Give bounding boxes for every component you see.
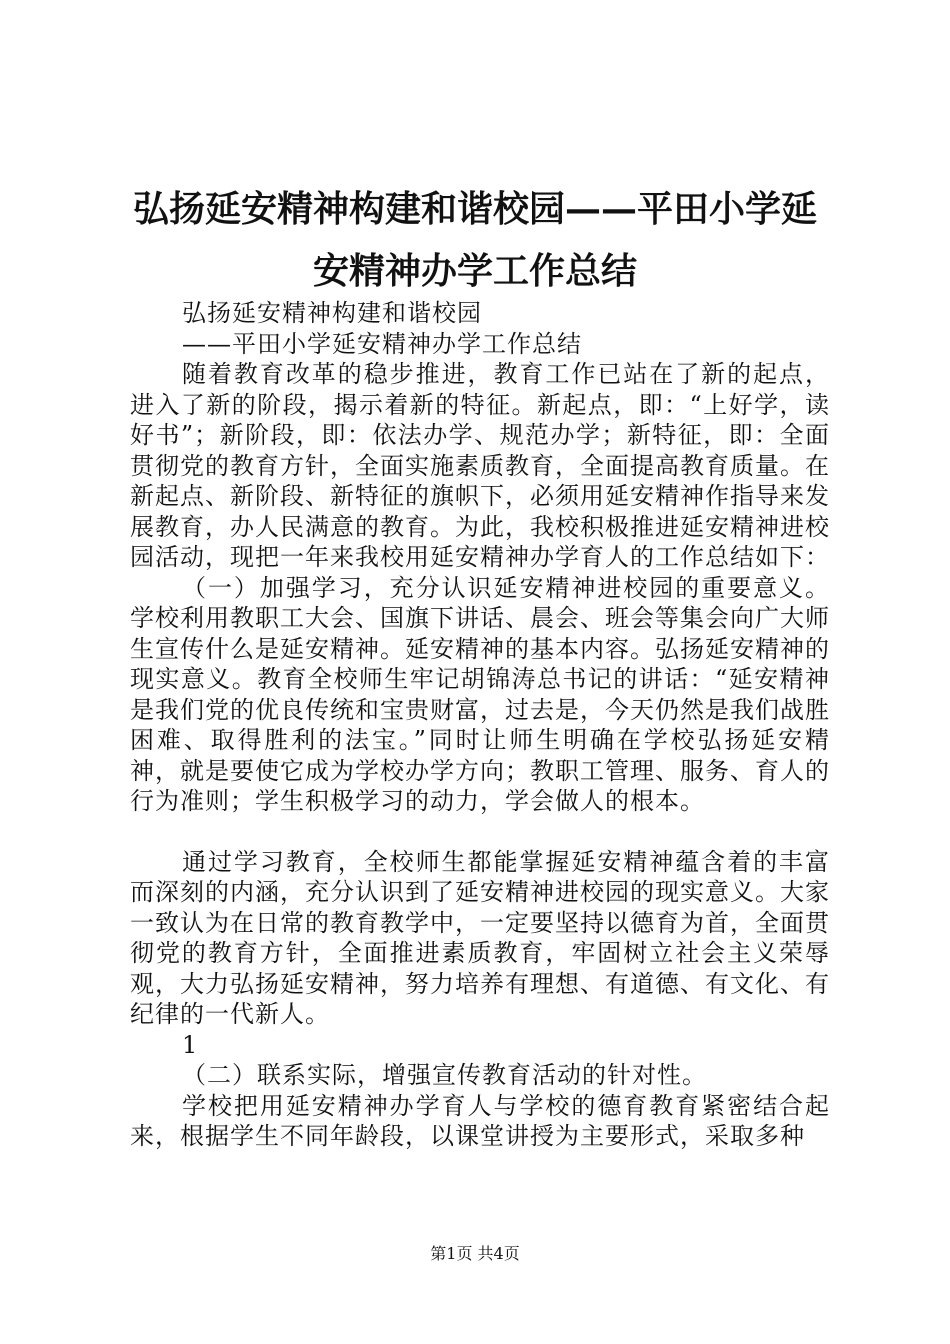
paragraph-study-result: 通过学习教育，全校师生都能掌握延安精神蕴含着的丰富而深刻的内涵，充分认识到了延安精神进校园的现实意义。大家一致认为在日常的教育教学中，一定要坚持以德育为首，全面贯彻党的教育方针，全面推进素质教育，牢固树立社会主义荣辱观，大力弘扬延安精神，努力培养有理想、有道德、有文化、有纪律的一代新人。 xyxy=(130,847,830,1028)
subtitle-line-2: ——平田小学延安精神办学工作总结 xyxy=(182,329,582,358)
page-footer: 第1页 共4页 xyxy=(430,1244,520,1263)
subtitle-line-1: 弘扬延安精神构建和谐校园 xyxy=(182,299,482,327)
paragraph-section-2: 学校把用延安精神办学育人与学校的德育教育紧密结合起来，根据学生不同年龄段，以课堂讲授为主要形式，采取多种 xyxy=(130,1091,830,1150)
document-body xyxy=(130,298,830,1152)
paragraph-intro: 随着教育改革的稳步推进，教育工作已站在了新的起点，进入了新的阶段，揭示着新的特征。新起点，即：“上好学，读好书”；新阶段，即：依法办学、规范办学；新特征，即：全面贯彻党的教育方针，全面实施素质教育，全面提高教育质量。在新起点、新阶段、新特征的旗帜下，必须用延安精神作指导来发展教育，办人民满意的教育。为此，我校积极推进延安精神进校园活动，现把一年来我校用延安精神办学育人的工作总结如下： xyxy=(130,360,830,571)
section-2-heading: （二）联系实际，增强宣传教育活动的针对性。 xyxy=(182,1061,707,1089)
paragraph-section-1: （一）加强学习，充分认识延安精神进校园的重要意义。学校利用教职工大会、国旗下讲话、晨会、班会等集会向广大师生宣传什么是延安精神。延安精神的基本内容。弘扬延安精神的现实意义。教育全校师生牢记胡锦涛总书记的讲话：“延安精神是我们党的优良传统和宝贵财富，过去是，今天仍然是我们战胜困难、取得胜利的法宝。”同时让师生明确在学校弘扬延安精神，就是要使它成为学校办学方向；教职工管理、服务、育人的行为准则；学生积极学习的动力，学会做人的根本。 xyxy=(130,573,830,815)
inline-page-marker: 1 xyxy=(182,1030,199,1059)
paragraph-gap xyxy=(130,817,830,847)
document-title: 弘扬延安精神构建和谐校园——平田小学延安精神办学工作总结 xyxy=(132,188,817,292)
